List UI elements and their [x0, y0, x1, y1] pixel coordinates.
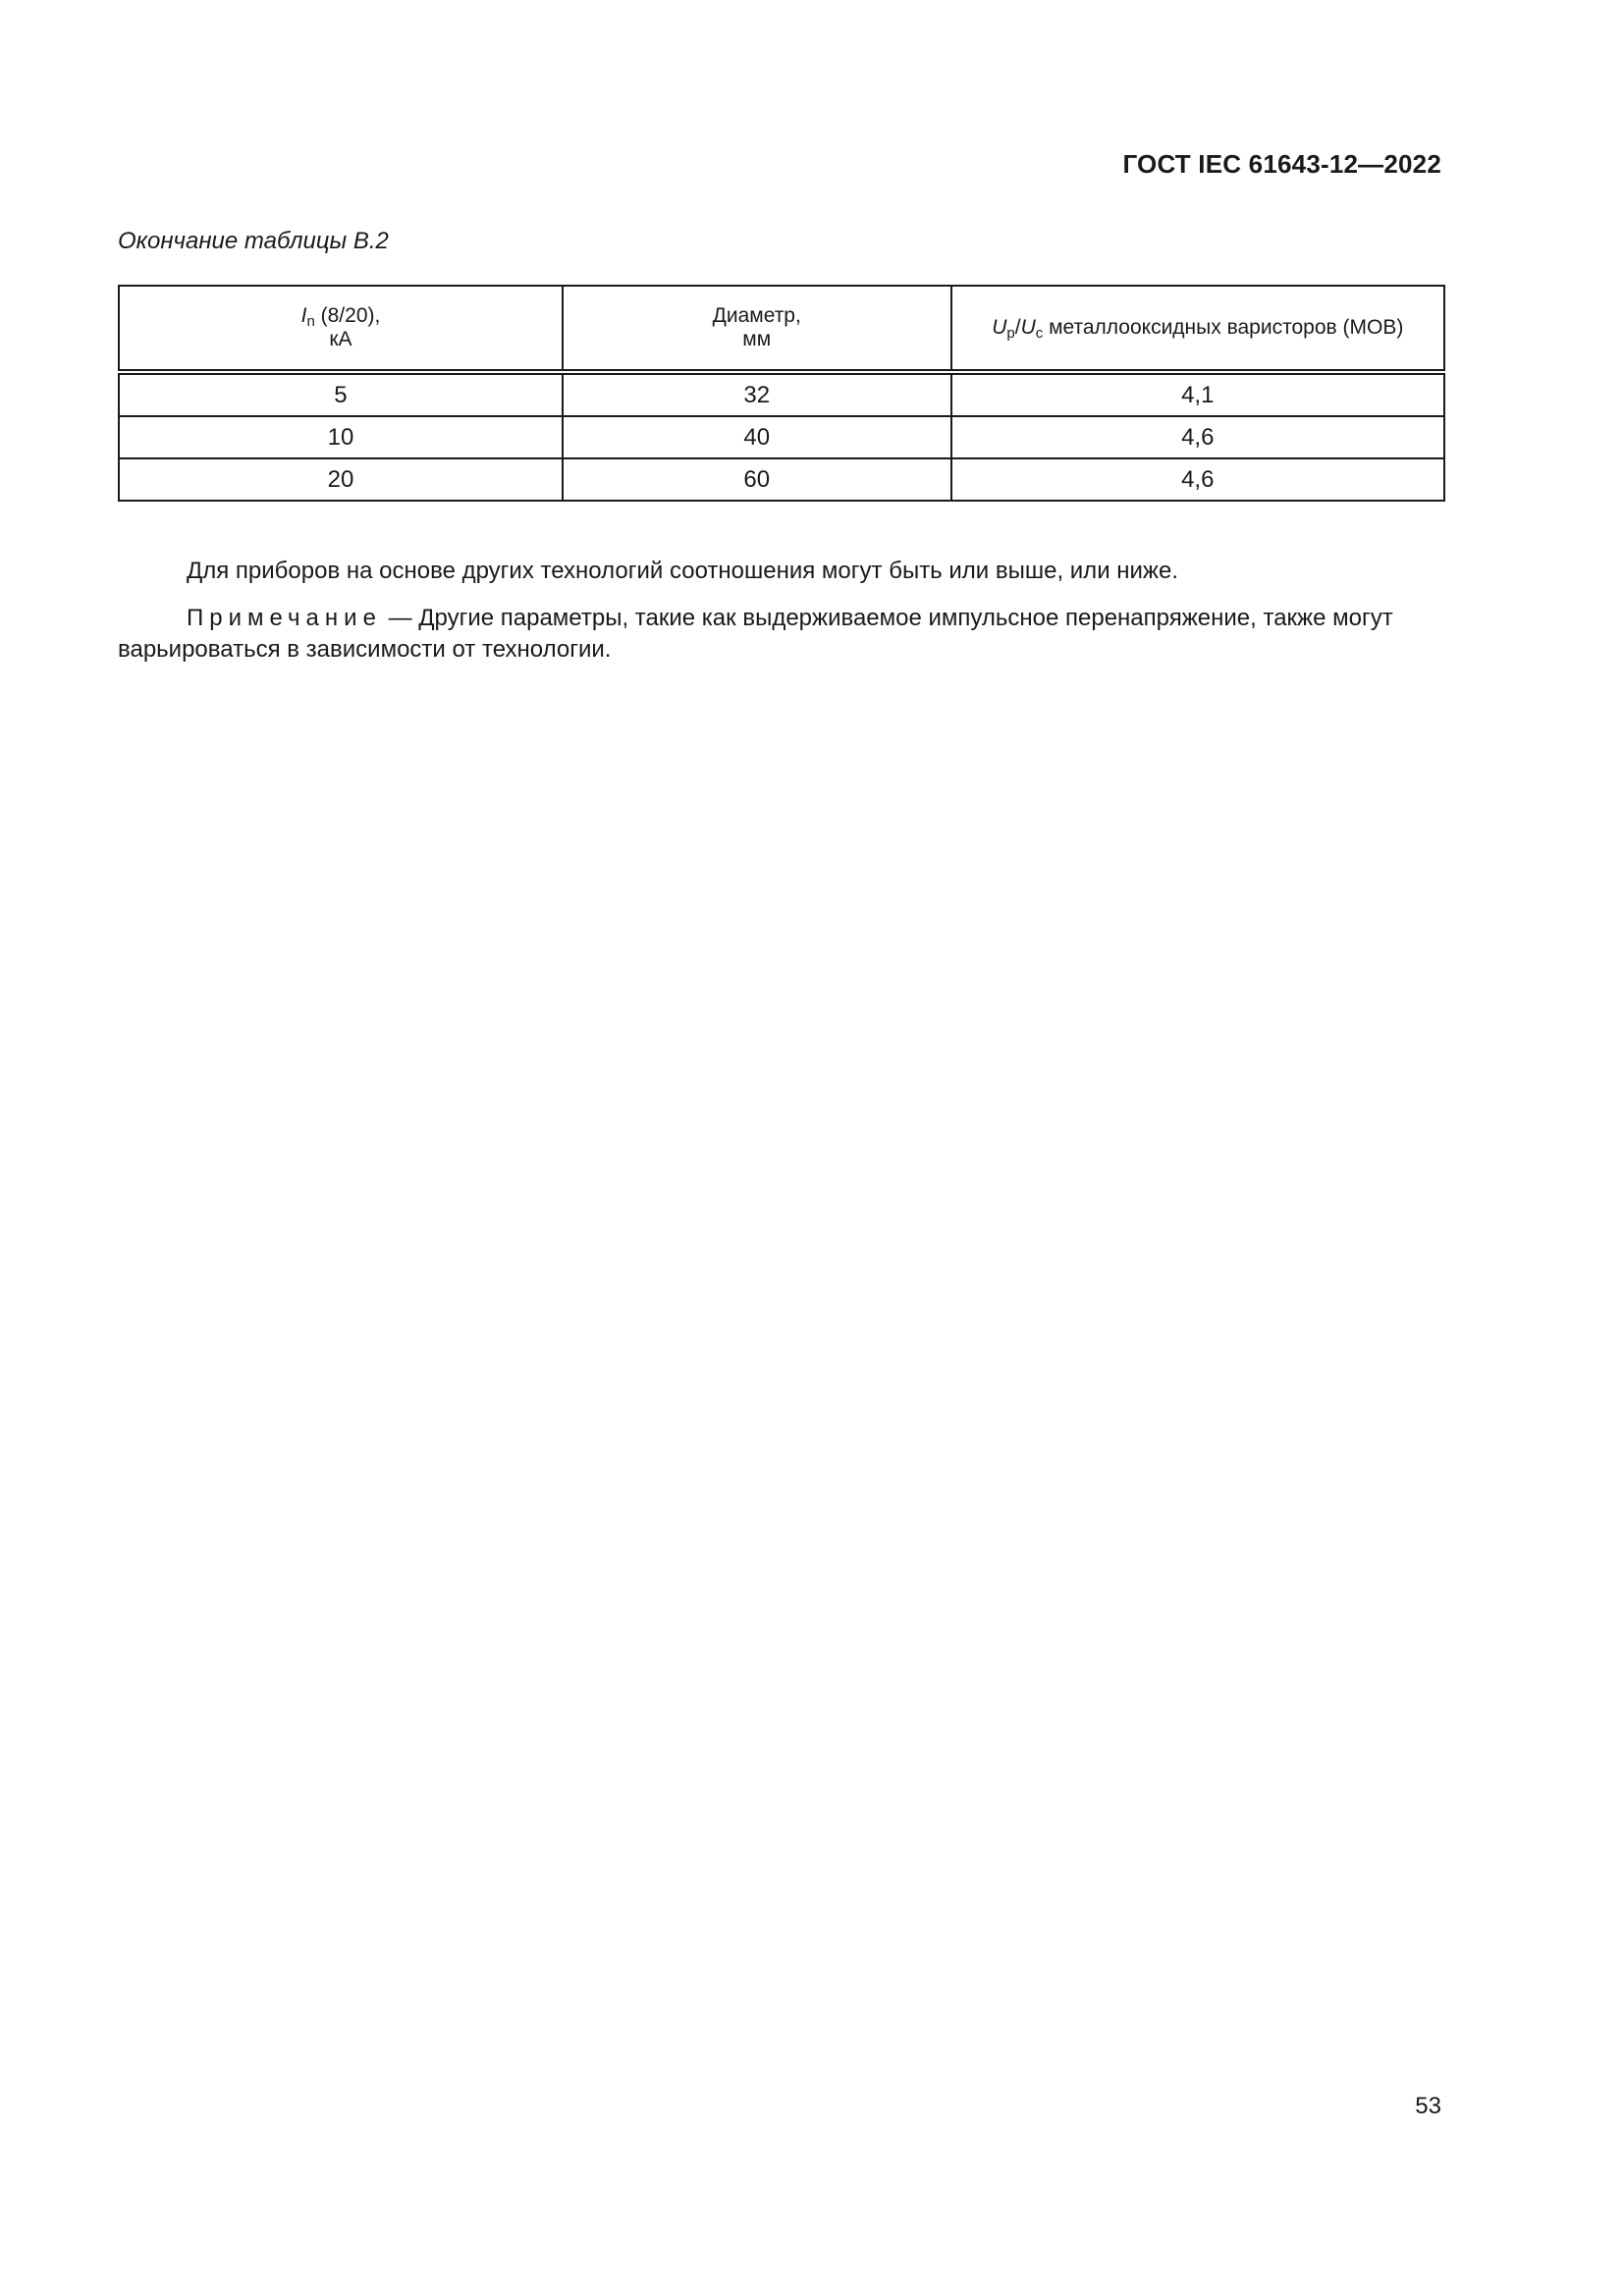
document-standard-id: ГОСТ IEC 61643-12—2022: [1122, 149, 1441, 179]
table-header-row: [119, 286, 1444, 372]
note-text: — Другие параметры, такие как выдерживаемое импульсное перенапряжение, также могут варьироваться в зависимости от технологии.: [118, 605, 1393, 663]
cell-ratio: 4,6: [951, 458, 1444, 501]
note-paragraph: [118, 603, 1445, 666]
voltage-c-subscript: c: [1035, 325, 1044, 342]
cell-ratio: 4,6: [951, 416, 1444, 458]
diameter-unit: мм: [742, 328, 772, 350]
note-label: Примечание: [187, 605, 382, 631]
cell-diameter: 60: [563, 458, 951, 501]
voltage-p-subscript: p: [1006, 325, 1015, 342]
cell-current: 5: [119, 372, 563, 416]
cell-diameter: 40: [563, 416, 951, 458]
current-unit: кА: [329, 328, 352, 350]
body-paragraph: Для приборов на основе других технологий соотношения могут быть или выше, или ниже.: [187, 558, 1178, 584]
cell-ratio: 4,1: [951, 372, 1444, 416]
current-symbol: I: [300, 304, 307, 327]
cell-current: 10: [119, 416, 563, 458]
header-current: [119, 286, 563, 372]
ratio-slash: /: [1014, 316, 1021, 339]
voltage-p-symbol: U: [992, 316, 1007, 339]
header-diameter: [563, 286, 951, 372]
cell-current: 20: [119, 458, 563, 501]
voltage-c-symbol: U: [1020, 316, 1036, 339]
cell-diameter: 32: [563, 372, 951, 416]
table-row: [119, 372, 1444, 416]
page-number: 53: [1415, 2093, 1441, 2119]
table-caption: Окончание таблицы В.2: [118, 228, 389, 254]
table-row: [119, 458, 1444, 501]
current-subscript: n: [306, 313, 315, 330]
data-table: [118, 285, 1445, 502]
header-ratio: [951, 286, 1444, 372]
diameter-label: Диаметр,: [712, 304, 801, 327]
table-row: [119, 416, 1444, 458]
ratio-description: металлооксидных варисторов (MOB): [1043, 316, 1404, 339]
current-waveform: (8/20),: [314, 304, 381, 327]
